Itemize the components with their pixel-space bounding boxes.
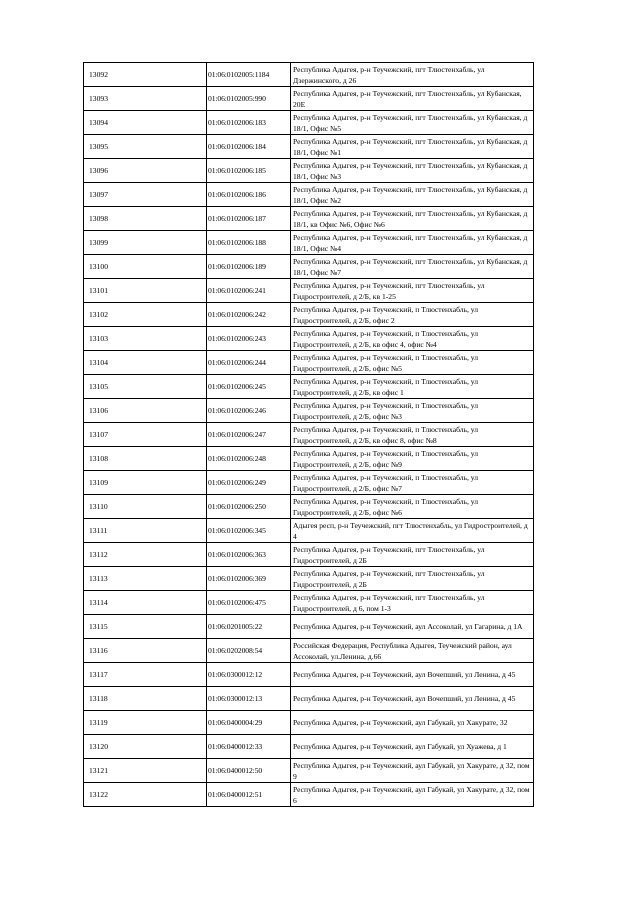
address-cell: Адыгея респ, р-н Теучежский, пгт Тлюстенхабль, ул Гидростроителей, д 4 (291, 519, 534, 543)
row-number-cell: 13111 (84, 519, 207, 543)
row-number-cell: 13117 (84, 663, 207, 687)
cadastral-number-cell: 01:06:0102006:247 (207, 423, 291, 447)
row-number-cell: 13115 (84, 615, 207, 639)
table-row (84, 759, 534, 783)
address-cell: Республика Адыгея, р-н Теучежский, пгт Тлюстенхабль, ул Кубанская, д 18/1, Офис №5 (291, 111, 534, 135)
table-row (84, 639, 534, 663)
cadastral-number-cell: 01:06:0102006:245 (207, 375, 291, 399)
cadastral-number-cell: 01:06:0102006:250 (207, 495, 291, 519)
cadastral-number-cell: 01:06:0102006:188 (207, 231, 291, 255)
row-number-cell: 13097 (84, 183, 207, 207)
row-number-cell: 13105 (84, 375, 207, 399)
row-number-cell: 13118 (84, 687, 207, 711)
address-cell: Республика Адыгея, р-н Теучежский, п Тлюстенхабль, ул Гидростроителей, д 2/Б, офис №5 (291, 351, 534, 375)
table-row (84, 615, 534, 639)
cadastral-number-cell: 01:06:0102006:241 (207, 279, 291, 303)
table-row (84, 711, 534, 735)
table-row (84, 111, 534, 135)
row-number-cell: 13092 (84, 63, 207, 87)
cadastral-number-cell: 01:06:0102006:345 (207, 519, 291, 543)
cadastral-number-cell: 01:06:0102006:185 (207, 159, 291, 183)
row-number-cell: 13120 (84, 735, 207, 759)
row-number-cell: 13093 (84, 87, 207, 111)
row-number-cell: 13099 (84, 231, 207, 255)
row-number-cell: 13100 (84, 255, 207, 279)
table-row (84, 783, 534, 807)
address-cell: Республика Адыгея, р-н Теучежский, пгт Тлюстенхабль, ул Кубанская, д 18/1, Офис №4 (291, 231, 534, 255)
address-cell: Республика Адыгея, р-н Теучежский, пгт Тлюстенхабль, ул Кубанская, д 18/1, Офис №1 (291, 135, 534, 159)
table-row (84, 63, 534, 87)
cadastral-number-cell: 01:06:0102006:248 (207, 447, 291, 471)
row-number-cell: 13116 (84, 639, 207, 663)
table-row (84, 519, 534, 543)
cadastral-number-cell: 01:06:0102006:187 (207, 207, 291, 231)
cadastral-number-cell: 01:06:0202008:54 (207, 639, 291, 663)
address-cell: Российская Федерация, Республика Адыгея, Теучежский район, аул Ассоколай, ул.Ленина, д.66 (291, 639, 534, 663)
row-number-cell: 13094 (84, 111, 207, 135)
cadastral-number-cell: 01:06:0300012:12 (207, 663, 291, 687)
table-row (84, 399, 534, 423)
cadastral-number-cell: 01:06:0102006:249 (207, 471, 291, 495)
row-number-cell: 13113 (84, 567, 207, 591)
row-number-cell: 13098 (84, 207, 207, 231)
cadastral-number-cell: 01:06:0400004:29 (207, 711, 291, 735)
address-cell: Республика Адыгея, р-н Теучежский, аул Габукай, ул Хакурате, д 32, пом 6 (291, 783, 534, 807)
row-number-cell: 13102 (84, 303, 207, 327)
table-row (84, 231, 534, 255)
table-row (84, 495, 534, 519)
cadastral-number-cell: 01:06:0102005:1184 (207, 63, 291, 87)
cadastral-number-cell: 01:06:0400012:51 (207, 783, 291, 807)
table-row (84, 471, 534, 495)
address-cell: Республика Адыгея, р-н Теучежский, пгт Тлюстенхабль, ул Кубанская, д 18/1, Офис №2 (291, 183, 534, 207)
address-cell: Республика Адыгея, р-н Теучежский, п Тлюстенхабль, ул Гидростроителей, д 2/Б, кв офис 4, офис №4 (291, 327, 534, 351)
registry-table-body (84, 63, 534, 807)
table-row (84, 567, 534, 591)
cadastral-number-cell: 01:06:0102006:242 (207, 303, 291, 327)
row-number-cell: 13101 (84, 279, 207, 303)
address-cell: Республика Адыгея, р-н Теучежский, пгт Тлюстенхабль, ул Кубанская, д 18/1, кв Офис №6, Офис №6 (291, 207, 534, 231)
table-row (84, 735, 534, 759)
address-cell: Республика Адыгея, р-н Теучежский, аул Габукай, ул Хуажева, д 1 (291, 735, 534, 759)
table-row (84, 255, 534, 279)
cadastral-number-cell: 01:06:0102006:475 (207, 591, 291, 615)
address-cell: Республика Адыгея, р-н Теучежский, п Тлюстенхабль, ул Гидростроителей, д 2/Б, офис №3 (291, 399, 534, 423)
table-row (84, 591, 534, 615)
address-cell: Республика Адыгея, р-н Теучежский, аул Ассоколай, ул Гагарина, д 1А (291, 615, 534, 639)
row-number-cell: 13109 (84, 471, 207, 495)
address-cell: Республика Адыгея, р-н Теучежский, пгт Тлюстенхабль, ул Гидростроителей, д 6, пом 1-3 (291, 591, 534, 615)
address-cell: Республика Адыгея, р-н Теучежский, пгт Тлюстенхабль, ул Гидростроителей, д 2/Б, кв 1-25 (291, 279, 534, 303)
address-cell: Республика Адыгея, р-н Теучежский, п Тлюстенхабль, ул Гидростроителей, д 2/Б, офис №6 (291, 495, 534, 519)
cadastral-number-cell: 01:06:0102006:369 (207, 567, 291, 591)
cadastral-number-cell: 01:06:0102006:246 (207, 399, 291, 423)
address-cell: Республика Адыгея, р-н Теучежский, аул Вочепший, ул Ленина, д 45 (291, 687, 534, 711)
cadastral-number-cell: 01:06:0300012:13 (207, 687, 291, 711)
table-row (84, 159, 534, 183)
table-row (84, 183, 534, 207)
row-number-cell: 13108 (84, 447, 207, 471)
cadastral-number-cell: 01:06:0102006:186 (207, 183, 291, 207)
cadastral-number-cell: 01:06:0102006:363 (207, 543, 291, 567)
table-row (84, 207, 534, 231)
row-number-cell: 13107 (84, 423, 207, 447)
address-cell: Республика Адыгея, р-н Теучежский, аул Габукай, ул Хакурате, д 32, пом 9 (291, 759, 534, 783)
table-row (84, 279, 534, 303)
table-row (84, 543, 534, 567)
table-row (84, 135, 534, 159)
cadastral-number-cell: 01:06:0102006:183 (207, 111, 291, 135)
table-row (84, 687, 534, 711)
address-cell: Республика Адыгея, р-н Теучежский, пгт Тлюстенхабль, ул Кубанская, д 18/1, Офис №3 (291, 159, 534, 183)
row-number-cell: 13122 (84, 783, 207, 807)
row-number-cell: 13119 (84, 711, 207, 735)
address-cell: Республика Адыгея, р-н Теучежский, пгт Тлюстенхабль, ул Гидростроителей, д 2Б (291, 567, 534, 591)
registry-table (83, 62, 534, 807)
table-row (84, 351, 534, 375)
row-number-cell: 13114 (84, 591, 207, 615)
table-row (84, 327, 534, 351)
row-number-cell: 13110 (84, 495, 207, 519)
address-cell: Республика Адыгея, р-н Теучежский, аул Габукай, ул Хакурате, 32 (291, 711, 534, 735)
row-number-cell: 13106 (84, 399, 207, 423)
table-row (84, 447, 534, 471)
row-number-cell: 13121 (84, 759, 207, 783)
table-row (84, 87, 534, 111)
cadastral-number-cell: 01:06:0400012:33 (207, 735, 291, 759)
address-cell: Республика Адыгея, р-н Теучежский, п Тлюстенхабль, ул Гидростроителей, д 2/Б, офис 2 (291, 303, 534, 327)
cadastral-number-cell: 01:06:0102006:189 (207, 255, 291, 279)
address-cell: Республика Адыгея, р-н Теучежский, аул Вочепший, ул Ленина, д 45 (291, 663, 534, 687)
cadastral-number-cell: 01:06:0400012:50 (207, 759, 291, 783)
address-cell: Республика Адыгея, р-н Теучежский, п Тлюстенхабль, ул Гидростроителей, д 2/Б, кв офис 1 (291, 375, 534, 399)
address-cell: Республика Адыгея, р-н Теучежский, п Тлюстенхабль, ул Гидростроителей, д 2/Б, офис №9 (291, 447, 534, 471)
cadastral-number-cell: 01:06:0102006:243 (207, 327, 291, 351)
cadastral-number-cell: 01:06:0201005:22 (207, 615, 291, 639)
address-cell: Республика Адыгея, р-н Теучежский, пгт Тлюстенхабль, ул Дзержинского, д 26 (291, 63, 534, 87)
address-cell: Республика Адыгея, р-н Теучежский, п Тлюстенхабль, ул Гидростроителей, д 2/Б, офис №7 (291, 471, 534, 495)
address-cell: Республика Адыгея, р-н Теучежский, п Тлюстенхабль, ул Гидростроителей, д 2/Б, кв офис 8, офис №8 (291, 423, 534, 447)
cadastral-number-cell: 01:06:0102006:244 (207, 351, 291, 375)
table-row (84, 303, 534, 327)
table-row (84, 375, 534, 399)
table-row (84, 423, 534, 447)
table-row (84, 663, 534, 687)
row-number-cell: 13096 (84, 159, 207, 183)
row-number-cell: 13104 (84, 351, 207, 375)
address-cell: Республика Адыгея, р-н Теучежский, пгт Тлюстенхабль, ул Кубанская, 20Е (291, 87, 534, 111)
cadastral-number-cell: 01:06:0102005:990 (207, 87, 291, 111)
row-number-cell: 13095 (84, 135, 207, 159)
address-cell: Республика Адыгея, р-н Теучежский, пгт Тлюстенхабль, ул Гидростроителей, д 2Б (291, 543, 534, 567)
address-cell: Республика Адыгея, р-н Теучежский, пгт Тлюстенхабль, ул Кубанская, д 18/1, Офис №7 (291, 255, 534, 279)
row-number-cell: 13112 (84, 543, 207, 567)
cadastral-number-cell: 01:06:0102006:184 (207, 135, 291, 159)
row-number-cell: 13103 (84, 327, 207, 351)
